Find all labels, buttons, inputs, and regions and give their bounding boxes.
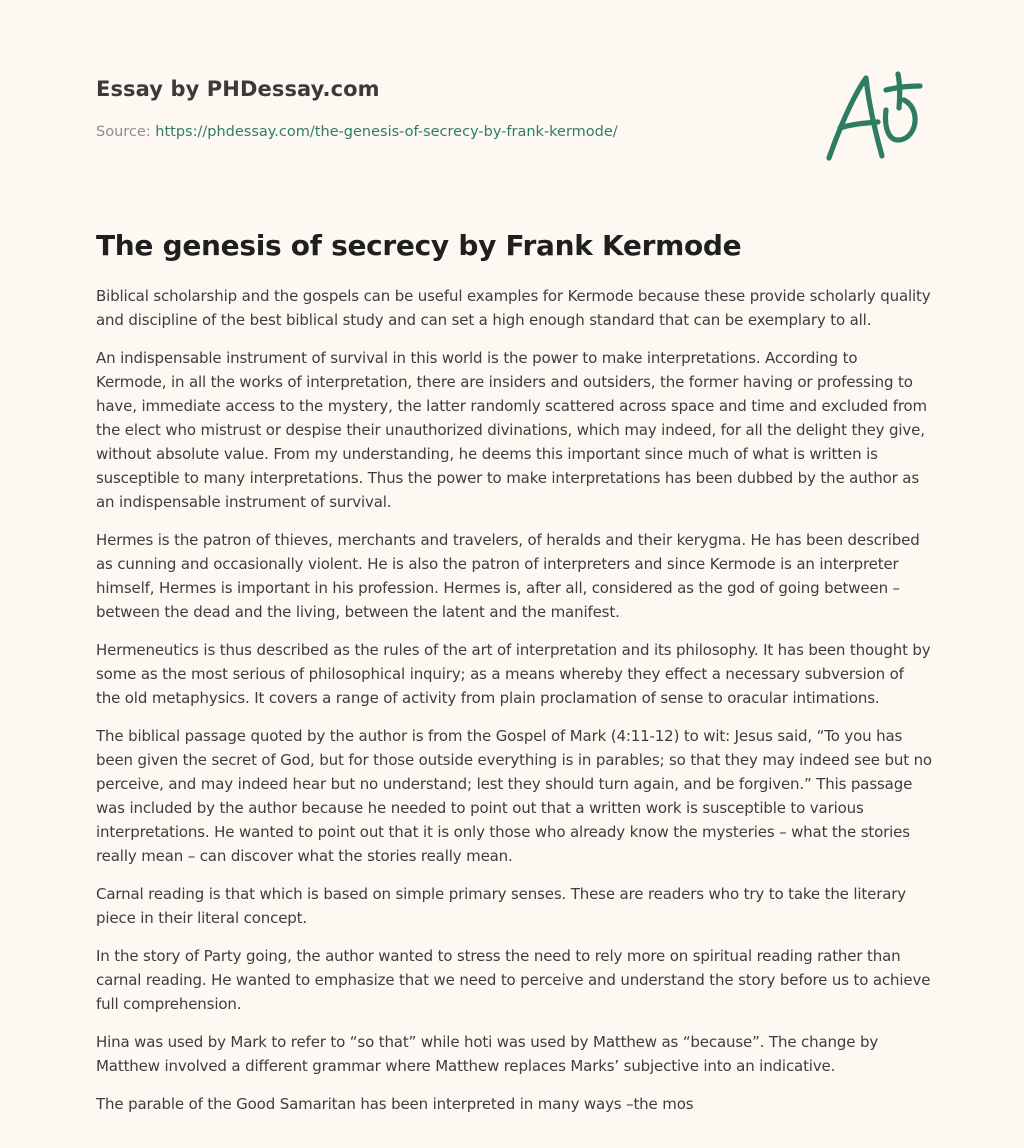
- article-paragraph: An indispensable instrument of survival in this world is the power to make interpretations. According to Kermode, in all the works of interpretation, there are insiders and outsiders, the former having or professing to have, immediate access to the mystery, the latter randomly scattered across space and time and excluded from the elect who mistrust or despise their unauthorized divinations, which may indeed, for all the delight they give, without absolute value. From my understanding, he deems this important since much of what is written is susceptible to many interpretations. Thus the power to make interpretations has been dubbed by the author as an indispensable instrument of survival.: [96, 349, 928, 511]
- article-paragraph: The parable of the Good Samaritan has been interpreted in many ways –the mos: [96, 1095, 694, 1113]
- article-paragraph: Hermeneutics is thus described as the rules of the art of interpretation and its philosophy. It has been thought by some as the most serious of philosophical inquiry; as a means whereby they effect a necessary subversion of the old metaphysics. It covers a range of activity from plain proclamation of sense to oracular intimations.: [96, 641, 931, 707]
- source-label: Source:: [96, 124, 156, 140]
- article-paragraph: Biblical scholarship and the gospels can be useful examples for Kermode because these provide scholarly quality and discipline of the best biblical study and can set a high enough standard that can be exemplary to all.: [96, 287, 931, 329]
- source-line: [96, 124, 618, 140]
- article-body: [96, 284, 932, 1130]
- article-paragraph: Hermes is the patron of thieves, merchants and travelers, of heralds and their kerygma. He has been described as cunning and occasionally violent. He is also the patron of interpreters and since Kermode is an interpreter himself, Hermes is important in his profession. Hermes is, after all, considered as the god of going between – between the dead and the living, between the latent and the manifest.: [96, 531, 920, 621]
- article-paragraph: Hina was used by Mark to refer to “so that” while hoti was used by Matthew as “because”. The change by Matthew involved a different grammar where Matthew replaces Marks’ subjective into an indicative.: [96, 1033, 879, 1075]
- source-link[interactable]: https://phdessay.com/the-genesis-of-secrecy-by-frank-kermode/: [155, 124, 618, 140]
- article-title: The genesis of secrecy by Frank Kermode: [96, 229, 742, 262]
- article-paragraph: In the story of Party going, the author wanted to stress the need to rely more on spiritual reading rather than carnal reading. He wanted to emphasize that we need to perceive and understand the story before us to achieve full comprehension.: [96, 947, 931, 1013]
- a-plus-logo-icon: [824, 68, 928, 164]
- article-paragraph: Carnal reading is that which is based on simple primary senses. These are readers who try to take the literary piece in their literal concept.: [96, 885, 907, 927]
- site-brand: Essay by PHDessay.com: [96, 77, 380, 101]
- page-header: [96, 0, 928, 170]
- article-paragraph: The biblical passage quoted by the author is from the Gospel of Mark (4:11-12) to wit: Jesus said, “To you has been given the secret of God, but for those outside everything is in parables; so that they may indeed see but no perceive, and may indeed hear but no understand; lest they should turn again, and be forgiven.” This passage was included by the author because he needed to point out that a written work is susceptible to various interpretations. He wanted to point out that it is only those who already know the mysteries – what the stories really mean – can discover what the stories really mean.: [96, 727, 932, 865]
